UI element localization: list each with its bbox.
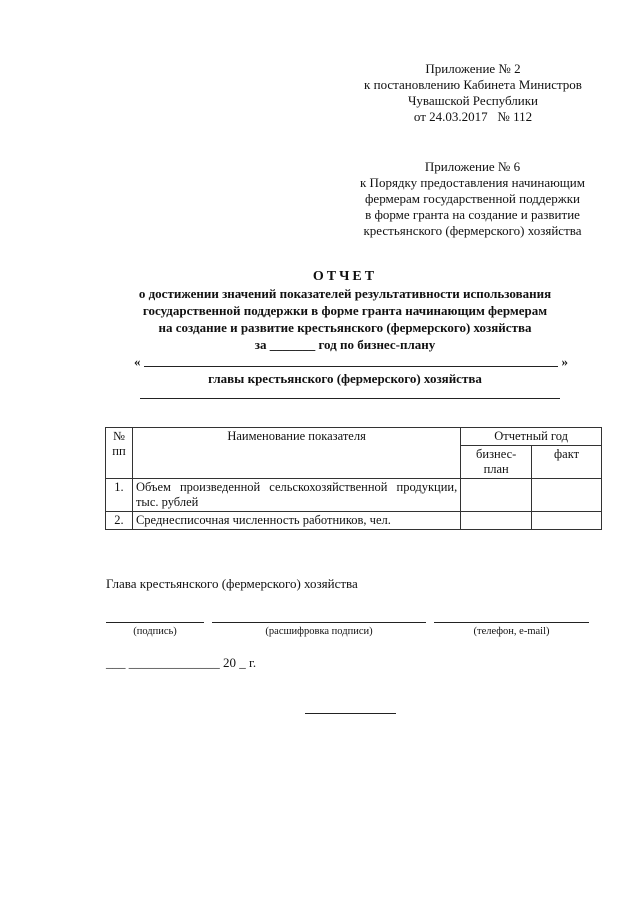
decode-caption: (расшифровка подписи) — [265, 626, 373, 637]
row-num: 2. — [106, 512, 133, 530]
signature-line[interactable] — [106, 622, 204, 623]
indicators-table — [105, 427, 602, 530]
row-num: 1. — [106, 479, 133, 512]
appendix-6-line2: к Порядку предоставления начинающим — [359, 175, 585, 190]
farmer-name-field — [110, 353, 580, 370]
title-line5: главы крестьянского (фермерского) хозяйства — [208, 371, 482, 386]
appendix-6-header — [340, 159, 605, 239]
title-line2: государственной поддержки в форме гранта начинающим фермерам — [142, 303, 548, 318]
appendix-2-line4: от 24.03.2017 № 112 — [413, 109, 533, 124]
row-fact-cell[interactable] — [532, 512, 602, 530]
header-num: № пп — [106, 428, 133, 479]
appendix-2-line3: Чувашской Республики — [407, 93, 539, 108]
phone-caption: (телефон, e-mail) — [473, 626, 550, 637]
appendix-6-line1: Приложение № 6 — [424, 159, 521, 174]
appendix-2-line1: Приложение № 2 — [425, 61, 521, 76]
underline-separator — [140, 398, 560, 399]
signature-caption: (подпись) — [133, 626, 177, 637]
farmer-name-line — [144, 366, 558, 367]
row-plan-cell[interactable] — [461, 479, 532, 512]
title-line1: о достижении значений показателей результативности использования — [138, 286, 552, 301]
quote-close: » — [561, 354, 568, 369]
date-field[interactable]: ___ ______________ 20 _ г. — [106, 655, 257, 670]
report-title — [110, 268, 580, 387]
header-fact: факт — [532, 446, 602, 479]
appendix-6-line3: фермерам государственной поддержки — [365, 191, 580, 206]
row-name: Среднесписочная численность работников, чел. — [132, 512, 460, 530]
title-line3: на создание и развитие крестьянского (фермерского) хозяйства — [158, 320, 532, 335]
appendix-6-line4: в форме гранта на создание и развитие — [365, 207, 580, 222]
row-name: Объем произведенной сельскохозяйственной продукции, тыс. рублей — [132, 479, 460, 512]
header-year: Отчетный год — [461, 428, 602, 446]
row-fact-cell[interactable] — [532, 479, 602, 512]
table-row — [106, 479, 602, 512]
appendix-6-line5: крестьянского (фермерского) хозяйства — [363, 223, 582, 238]
quote-open: « — [134, 354, 141, 369]
row-plan-cell[interactable] — [461, 512, 532, 530]
title-line4: за _______ год по бизнес-плану — [254, 337, 436, 352]
appendix-2-line2: к постановлению Кабинета Министров — [364, 77, 582, 92]
head-label: Глава крестьянского (фермерского) хозяйства — [106, 576, 358, 591]
phone-line[interactable] — [434, 622, 589, 623]
table-row — [106, 512, 602, 530]
header-name: Наименование показателя — [132, 428, 460, 479]
end-separator — [305, 713, 396, 714]
header-plan: бизнес- план — [461, 446, 532, 479]
appendix-2-header — [348, 61, 598, 125]
report-heading: ОТЧЕТ — [312, 269, 378, 284]
decode-line[interactable] — [212, 622, 426, 623]
